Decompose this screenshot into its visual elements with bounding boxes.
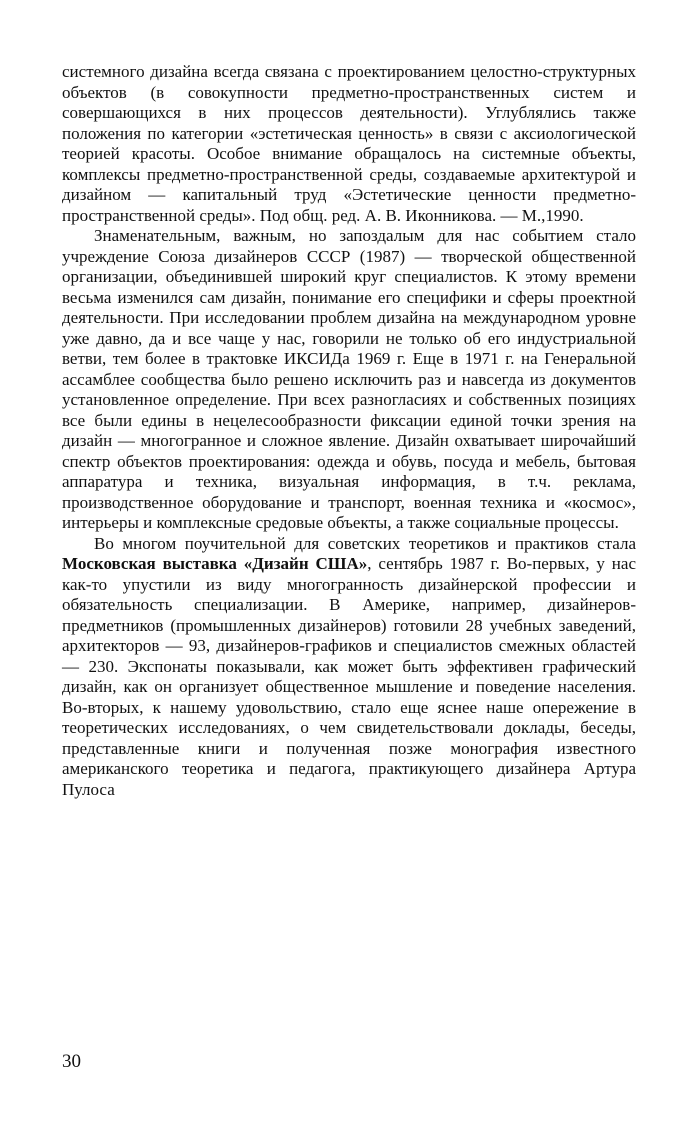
exhibition-title: Московская выставка «Дизайн США»: [62, 554, 368, 573]
paragraph-3-start: Во многом поучительной для советских теоретиков и практиков стала: [94, 533, 636, 553]
paragraph-3: [62, 534, 636, 801]
paragraph-3-rest: , сентябрь 1987 г. Во-первых, у нас как-то упустили из виду многогранность дизайнерской профессии и обязательность специализации. В Америке, например, дизайнеров-предметников (промышленных дизайнеров) готовили 28 учебных заведений, архитекторов — 93, дизайнеров-графиков и специалистов смежных областей — 230. Экспонаты показывали, как может быть эффективен графический дизайн, как он организует общественное мышление и поведение населения. Во-вторых, к нашему удовольствию, стало еще яснее наше опережение в теоретических исследованиях, о чем свидетельствовали доклады, беседы, представленные книги и полученная позже монография известного американского теоретика и педагога, практикующего дизайнера Артура Пулоса: [62, 554, 636, 799]
paragraph-2: Знаменательным, важным, но запоздалым для нас событием стало учреждение Союза дизайнеров СССР (1987) — творческой общественной организации, объединившей широкий круг специалистов. К этому времени весьма изменился сам дизайн, понимание его специфики и сферы проектной деятельности. При исследовании проблем дизайна на международном уровне уже давно, да и все чаще у нас, говорили не только об его индустриальной ветви, тем более в трактовке ИКСИДа 1969 г. Еще в 1971 г. на Генеральной ассамблее сообщества было решено исключить раз и навсегда из документов установленное определение. При всех разногласиях и собственных позициях все были едины в нецелесообразности фиксации единой точки зрения на дизайн — многогранное и сложное явление. Дизайн охватывает широчайший спектр объектов проектирования: одежда и обувь, посуда и мебель, бытовая аппаратура и техника, визуальная информация, в т.ч. реклама, производственное оборудование и транспорт, военная техника и «космос», интерьеры и комплексные средовые объекты, а также социальные процессы.: [62, 226, 636, 532]
page-body: [62, 62, 636, 800]
paragraph-1: системного дизайна всегда связана с проектированием целостно-структурных объектов (в совокупности предметно-пространственных систем и совершающихся в них процессов деятельности). Углублялись также положения по категории «эстетическая ценность» в связи с аксиологической теорией красоты. Особое внимание обращалось на системные объекты, комплексы предметно-пространственной среды, создаваемые архитектурой и дизайном — капитальный труд «Эстетические ценности предметно-пространственной среды». Под общ. ред. А. В. Иконникова. — М.,1990.: [62, 62, 636, 225]
page-number: 30: [62, 1051, 81, 1072]
